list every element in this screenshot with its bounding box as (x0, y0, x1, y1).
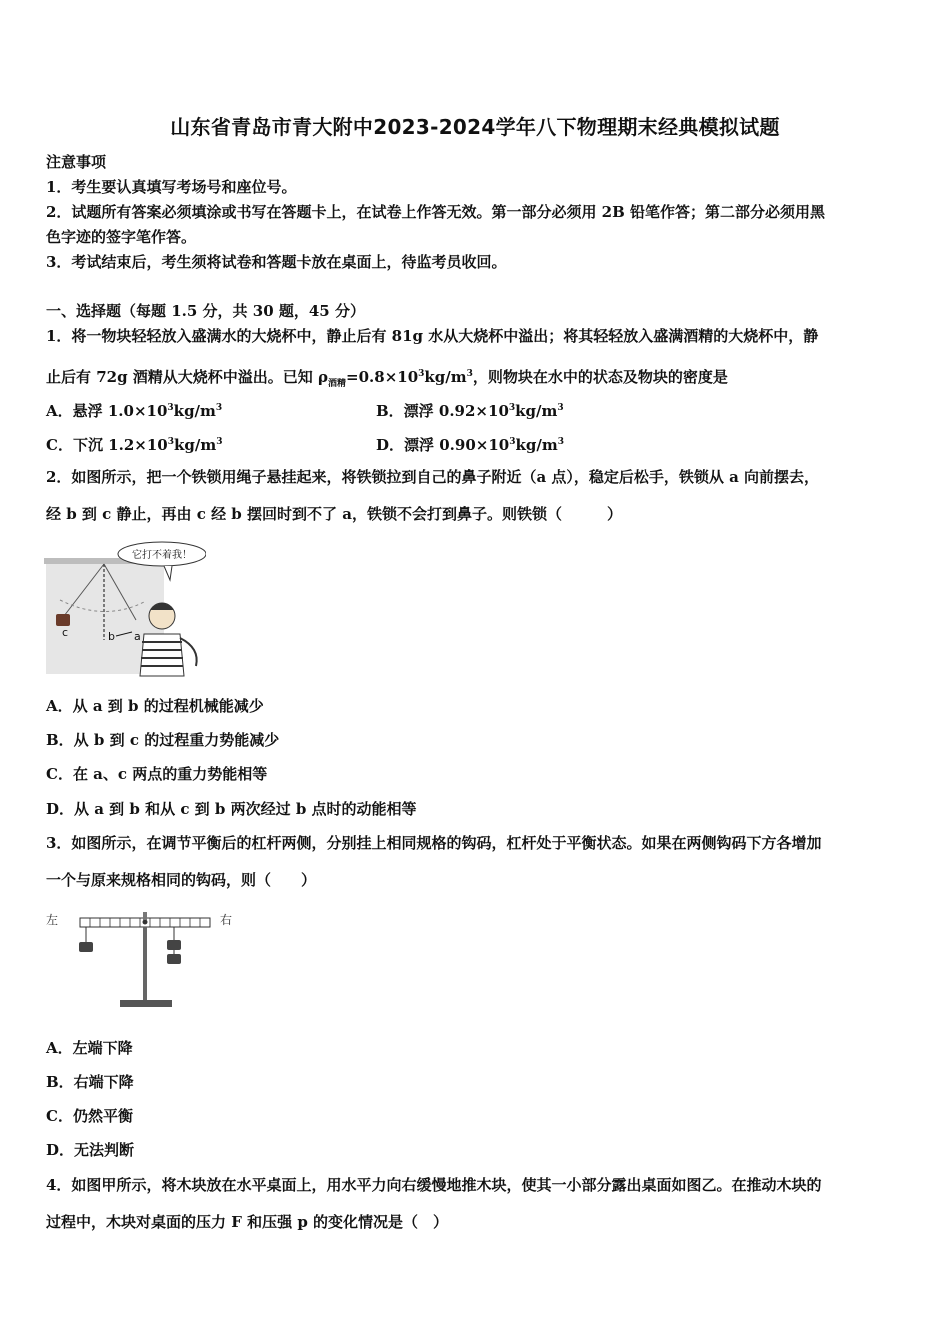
q2-option-d[interactable]: D．从 a 到 b 和从 c 到 b 两次经过 b 点时的动能相等 (46, 800, 417, 818)
label-b: b (108, 630, 115, 643)
page-title: 山东省青岛市青大附中2023-2024学年八下物理期末经典模拟试题 (170, 115, 780, 139)
label-a: a (134, 630, 141, 643)
q1-option-a[interactable]: A．悬浮 $1.0\times 10^3kg/m^3$ (46, 402, 223, 420)
label-right: 右 (220, 913, 233, 927)
lever-figure (44, 906, 240, 1016)
speech-bubble-tail (164, 566, 172, 580)
pivot (143, 920, 148, 925)
q4-stem-line-2: 过程中，木块对桌面的压力 F 和压强 p 的变化情况是（ ） (46, 1213, 449, 1231)
stand-base (120, 1000, 172, 1007)
boy-shirt (140, 634, 184, 676)
q3-option-d[interactable]: D．无法判断 (46, 1141, 135, 1159)
notice-item-2-line-2: 色字迹的签字笔作答。 (46, 228, 197, 246)
right-weight-1 (167, 940, 181, 950)
q2-option-b[interactable]: B．从 b 到 c 的过程重力势能减少 (46, 731, 280, 749)
section-heading: 一、选择题（每题 1.5 分，共 30 题，45 分） (46, 302, 365, 320)
q2-option-a[interactable]: A．从 a 到 b 的过程机械能减少 (46, 697, 264, 715)
q4-stem-line-1: 4．如图甲所示，将木块放在水平桌面上，用水平力向右缓慢地推木块，使其一小部分露出桌面如图乙。在推动木块的 (46, 1176, 822, 1194)
right-weight-2 (167, 954, 181, 964)
q1-option-d[interactable]: D．漂浮 $0.90\times 10^3kg/m^3$ (376, 436, 564, 454)
q1-stem-line-2: 止后有 72g 酒精从大烧杯中溢出。已知 $\rho_{酒精}=0.8\times 10^3kg/m^3$，则物块在水中的状态及物块的密度是 (46, 368, 728, 389)
notice-item-1: 1．考生要认真填写考场号和座位号。 (46, 178, 297, 196)
notice-item-2-line-1: 2．试题所有答案必须填涂或书写在答题卡上，在试卷上作答无效。第一部分必须用 2B 铅笔作答；第二部分必须用黑 (46, 203, 826, 221)
pivot-top (143, 912, 147, 920)
q2-option-c[interactable]: C．在 a、c 两点的重力势能相等 (46, 765, 268, 783)
label-c: c (62, 626, 69, 639)
lock-icon (56, 614, 70, 626)
label-left: 左 (46, 913, 59, 927)
notice-heading: 注意事项 (46, 153, 107, 171)
speech-bubble-text: 它打不着我！ (132, 550, 192, 561)
q2-stem-line-2: 经 b 到 c 静止，再由 c 经 b 摆回时到不了 a，铁锁不会打到鼻子。则铁锁（ ） (46, 505, 622, 523)
q1-option-c[interactable]: C．下沉 $1.2\times 10^3kg/m^3$ (46, 436, 223, 454)
q3-stem-line-2: 一个与原来规格相同的钩码，则（ ） (46, 871, 317, 889)
q3-option-c[interactable]: C．仍然平衡 (46, 1107, 133, 1125)
q3-option-b[interactable]: B．右端下降 (46, 1073, 134, 1091)
q1-stem-line-1: 1．将一物块轻轻放入盛满水的大烧杯中，静止后有 81g 水从大烧杯中溢出；将其轻轻放入盛满酒精的大烧杯中，静 (46, 327, 819, 345)
left-weight (79, 942, 93, 952)
q2-stem-line-1: 2．如图所示，把一个铁锁用绳子悬挂起来，将铁锁拉到自己的鼻子附近（a 点），稳定后松手，铁锁从 a 向前摆去， (46, 468, 820, 486)
q3-stem-line-1: 3．如图所示，在调节平衡后的杠杆两侧，分别挂上相同规格的钩码，杠杆处于平衡状态。如果在两侧钩码下方各增加 (46, 834, 822, 852)
pendulum-figure (44, 540, 206, 680)
stand-pole (143, 927, 147, 1001)
q1-option-b[interactable]: B．漂浮 $0.92\times 10^3kg/m^3$ (376, 402, 564, 420)
q3-option-a[interactable]: A．左端下降 (46, 1039, 133, 1057)
notice-item-3: 3．考试结束后，考生须将试卷和答题卡放在桌面上，待监考员收回。 (46, 253, 507, 271)
